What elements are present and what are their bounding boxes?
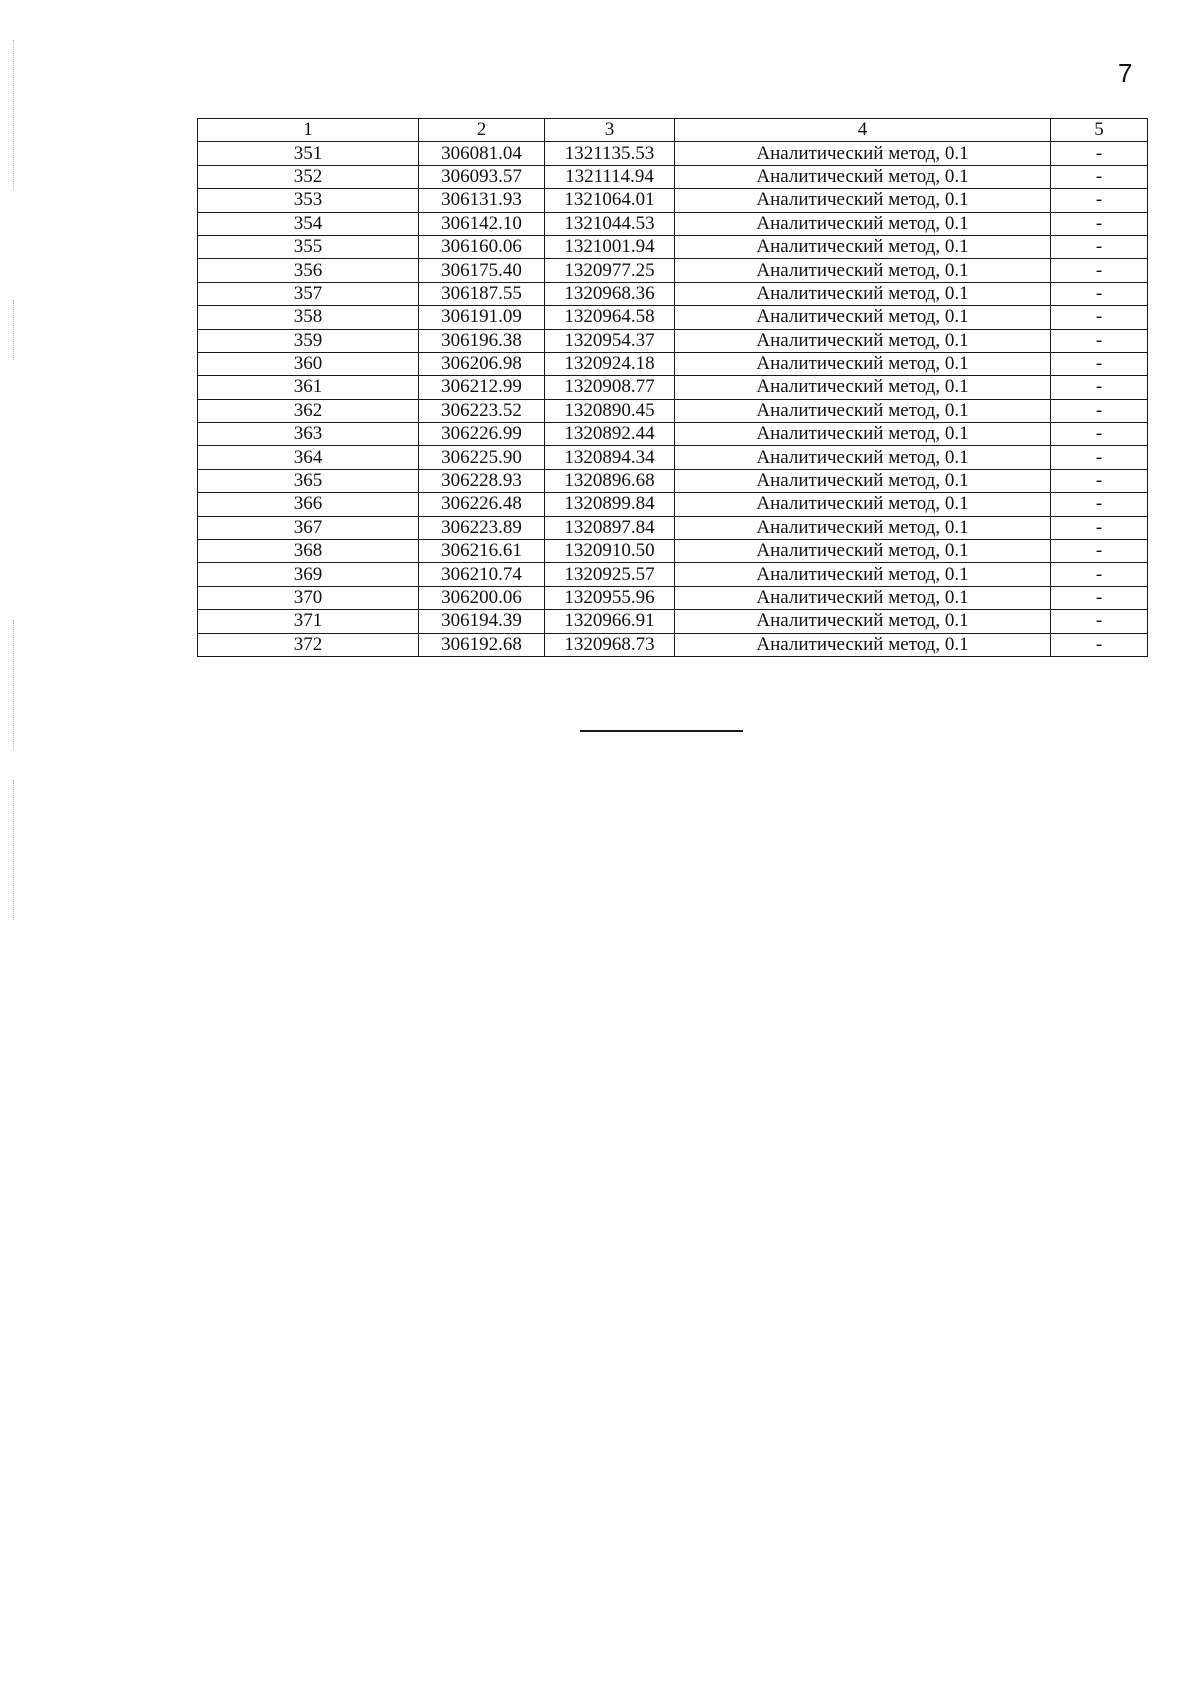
y-coordinate-cell: 1320899.84 <box>545 493 675 516</box>
table-body <box>198 142 1148 657</box>
method-cell: Аналитический метод, 0.1 <box>675 563 1051 586</box>
method-cell: Аналитический метод, 0.1 <box>675 142 1051 165</box>
table-row <box>198 329 1148 352</box>
x-coordinate-cell: 306216.61 <box>419 540 545 563</box>
point-number-cell: 360 <box>198 352 419 375</box>
method-cell: Аналитический метод, 0.1 <box>675 633 1051 656</box>
x-coordinate-cell: 306142.10 <box>419 212 545 235</box>
x-coordinate-cell: 306131.93 <box>419 189 545 212</box>
x-coordinate-cell: 306212.99 <box>419 376 545 399</box>
note-cell: - <box>1051 376 1148 399</box>
point-number-cell: 353 <box>198 189 419 212</box>
table-row <box>198 469 1148 492</box>
table-row <box>198 399 1148 422</box>
table-header-row <box>198 119 1148 142</box>
method-cell: Аналитический метод, 0.1 <box>675 540 1051 563</box>
method-cell: Аналитический метод, 0.1 <box>675 352 1051 375</box>
table-row <box>198 516 1148 539</box>
note-cell: - <box>1051 142 1148 165</box>
y-coordinate-cell: 1320954.37 <box>545 329 675 352</box>
note-cell: - <box>1051 446 1148 469</box>
x-coordinate-cell: 306187.55 <box>419 282 545 305</box>
column-header: 2 <box>419 119 545 142</box>
x-coordinate-cell: 306226.48 <box>419 493 545 516</box>
y-coordinate-cell: 1320968.36 <box>545 282 675 305</box>
point-number-cell: 362 <box>198 399 419 422</box>
y-coordinate-cell: 1320908.77 <box>545 376 675 399</box>
point-number-cell: 372 <box>198 633 419 656</box>
x-coordinate-cell: 306223.52 <box>419 399 545 422</box>
coordinates-table <box>197 118 1148 657</box>
column-header: 3 <box>545 119 675 142</box>
column-header: 1 <box>198 119 419 142</box>
point-number-cell: 355 <box>198 235 419 258</box>
method-cell: Аналитический метод, 0.1 <box>675 446 1051 469</box>
note-cell: - <box>1051 563 1148 586</box>
method-cell: Аналитический метод, 0.1 <box>675 282 1051 305</box>
y-coordinate-cell: 1321114.94 <box>545 165 675 188</box>
y-coordinate-cell: 1320894.34 <box>545 446 675 469</box>
table-row <box>198 610 1148 633</box>
point-number-cell: 368 <box>198 540 419 563</box>
end-rule <box>580 730 743 732</box>
point-number-cell: 371 <box>198 610 419 633</box>
y-coordinate-cell: 1320890.45 <box>545 399 675 422</box>
method-cell: Аналитический метод, 0.1 <box>675 189 1051 212</box>
point-number-cell: 365 <box>198 469 419 492</box>
point-number-cell: 356 <box>198 259 419 282</box>
method-cell: Аналитический метод, 0.1 <box>675 306 1051 329</box>
table-row <box>198 563 1148 586</box>
y-coordinate-cell: 1320896.68 <box>545 469 675 492</box>
note-cell: - <box>1051 399 1148 422</box>
method-cell: Аналитический метод, 0.1 <box>675 399 1051 422</box>
note-cell: - <box>1051 469 1148 492</box>
y-coordinate-cell: 1321135.53 <box>545 142 675 165</box>
table-row <box>198 212 1148 235</box>
x-coordinate-cell: 306196.38 <box>419 329 545 352</box>
note-cell: - <box>1051 282 1148 305</box>
y-coordinate-cell: 1320966.91 <box>545 610 675 633</box>
x-coordinate-cell: 306192.68 <box>419 633 545 656</box>
point-number-cell: 366 <box>198 493 419 516</box>
method-cell: Аналитический метод, 0.1 <box>675 235 1051 258</box>
note-cell: - <box>1051 352 1148 375</box>
scan-edge-mark <box>13 300 14 360</box>
method-cell: Аналитический метод, 0.1 <box>675 212 1051 235</box>
note-cell: - <box>1051 306 1148 329</box>
table-row <box>198 423 1148 446</box>
note-cell: - <box>1051 586 1148 609</box>
point-number-cell: 358 <box>198 306 419 329</box>
method-cell: Аналитический метод, 0.1 <box>675 423 1051 446</box>
y-coordinate-cell: 1320968.73 <box>545 633 675 656</box>
page-number: 7 <box>1118 58 1133 88</box>
table-row <box>198 540 1148 563</box>
x-coordinate-cell: 306191.09 <box>419 306 545 329</box>
x-coordinate-cell: 306200.06 <box>419 586 545 609</box>
point-number-cell: 354 <box>198 212 419 235</box>
point-number-cell: 357 <box>198 282 419 305</box>
table-row <box>198 235 1148 258</box>
y-coordinate-cell: 1320964.58 <box>545 306 675 329</box>
y-coordinate-cell: 1320892.44 <box>545 423 675 446</box>
table-row <box>198 633 1148 656</box>
point-number-cell: 369 <box>198 563 419 586</box>
table-row <box>198 282 1148 305</box>
method-cell: Аналитический метод, 0.1 <box>675 610 1051 633</box>
x-coordinate-cell: 306210.74 <box>419 563 545 586</box>
y-coordinate-cell: 1320955.96 <box>545 586 675 609</box>
note-cell: - <box>1051 235 1148 258</box>
x-coordinate-cell: 306226.99 <box>419 423 545 446</box>
point-number-cell: 352 <box>198 165 419 188</box>
x-coordinate-cell: 306223.89 <box>419 516 545 539</box>
note-cell: - <box>1051 189 1148 212</box>
method-cell: Аналитический метод, 0.1 <box>675 469 1051 492</box>
note-cell: - <box>1051 493 1148 516</box>
x-coordinate-cell: 306228.93 <box>419 469 545 492</box>
y-coordinate-cell: 1320977.25 <box>545 259 675 282</box>
method-cell: Аналитический метод, 0.1 <box>675 516 1051 539</box>
point-number-cell: 351 <box>198 142 419 165</box>
point-number-cell: 363 <box>198 423 419 446</box>
note-cell: - <box>1051 423 1148 446</box>
method-cell: Аналитический метод, 0.1 <box>675 329 1051 352</box>
method-cell: Аналитический метод, 0.1 <box>675 259 1051 282</box>
table-row <box>198 165 1148 188</box>
point-number-cell: 364 <box>198 446 419 469</box>
table-row <box>198 586 1148 609</box>
x-coordinate-cell: 306160.06 <box>419 235 545 258</box>
method-cell: Аналитический метод, 0.1 <box>675 586 1051 609</box>
table-row <box>198 142 1148 165</box>
note-cell: - <box>1051 165 1148 188</box>
x-coordinate-cell: 306081.04 <box>419 142 545 165</box>
y-coordinate-cell: 1320910.50 <box>545 540 675 563</box>
table-row <box>198 306 1148 329</box>
y-coordinate-cell: 1320897.84 <box>545 516 675 539</box>
table-row <box>198 376 1148 399</box>
note-cell: - <box>1051 212 1148 235</box>
column-header: 4 <box>675 119 1051 142</box>
point-number-cell: 370 <box>198 586 419 609</box>
y-coordinate-cell: 1320924.18 <box>545 352 675 375</box>
x-coordinate-cell: 306093.57 <box>419 165 545 188</box>
table-row <box>198 189 1148 212</box>
method-cell: Аналитический метод, 0.1 <box>675 493 1051 516</box>
note-cell: - <box>1051 516 1148 539</box>
note-cell: - <box>1051 259 1148 282</box>
scan-edge-mark <box>13 780 14 920</box>
x-coordinate-cell: 306206.98 <box>419 352 545 375</box>
note-cell: - <box>1051 540 1148 563</box>
table-row <box>198 352 1148 375</box>
y-coordinate-cell: 1321044.53 <box>545 212 675 235</box>
x-coordinate-cell: 306175.40 <box>419 259 545 282</box>
point-number-cell: 361 <box>198 376 419 399</box>
note-cell: - <box>1051 633 1148 656</box>
table-row <box>198 493 1148 516</box>
y-coordinate-cell: 1321064.01 <box>545 189 675 212</box>
scan-edge-mark <box>13 620 14 750</box>
scan-edge-mark <box>13 40 14 190</box>
column-header: 5 <box>1051 119 1148 142</box>
point-number-cell: 367 <box>198 516 419 539</box>
table-row <box>198 446 1148 469</box>
y-coordinate-cell: 1321001.94 <box>545 235 675 258</box>
note-cell: - <box>1051 610 1148 633</box>
table-row <box>198 259 1148 282</box>
y-coordinate-cell: 1320925.57 <box>545 563 675 586</box>
method-cell: Аналитический метод, 0.1 <box>675 376 1051 399</box>
x-coordinate-cell: 306194.39 <box>419 610 545 633</box>
method-cell: Аналитический метод, 0.1 <box>675 165 1051 188</box>
x-coordinate-cell: 306225.90 <box>419 446 545 469</box>
note-cell: - <box>1051 329 1148 352</box>
point-number-cell: 359 <box>198 329 419 352</box>
